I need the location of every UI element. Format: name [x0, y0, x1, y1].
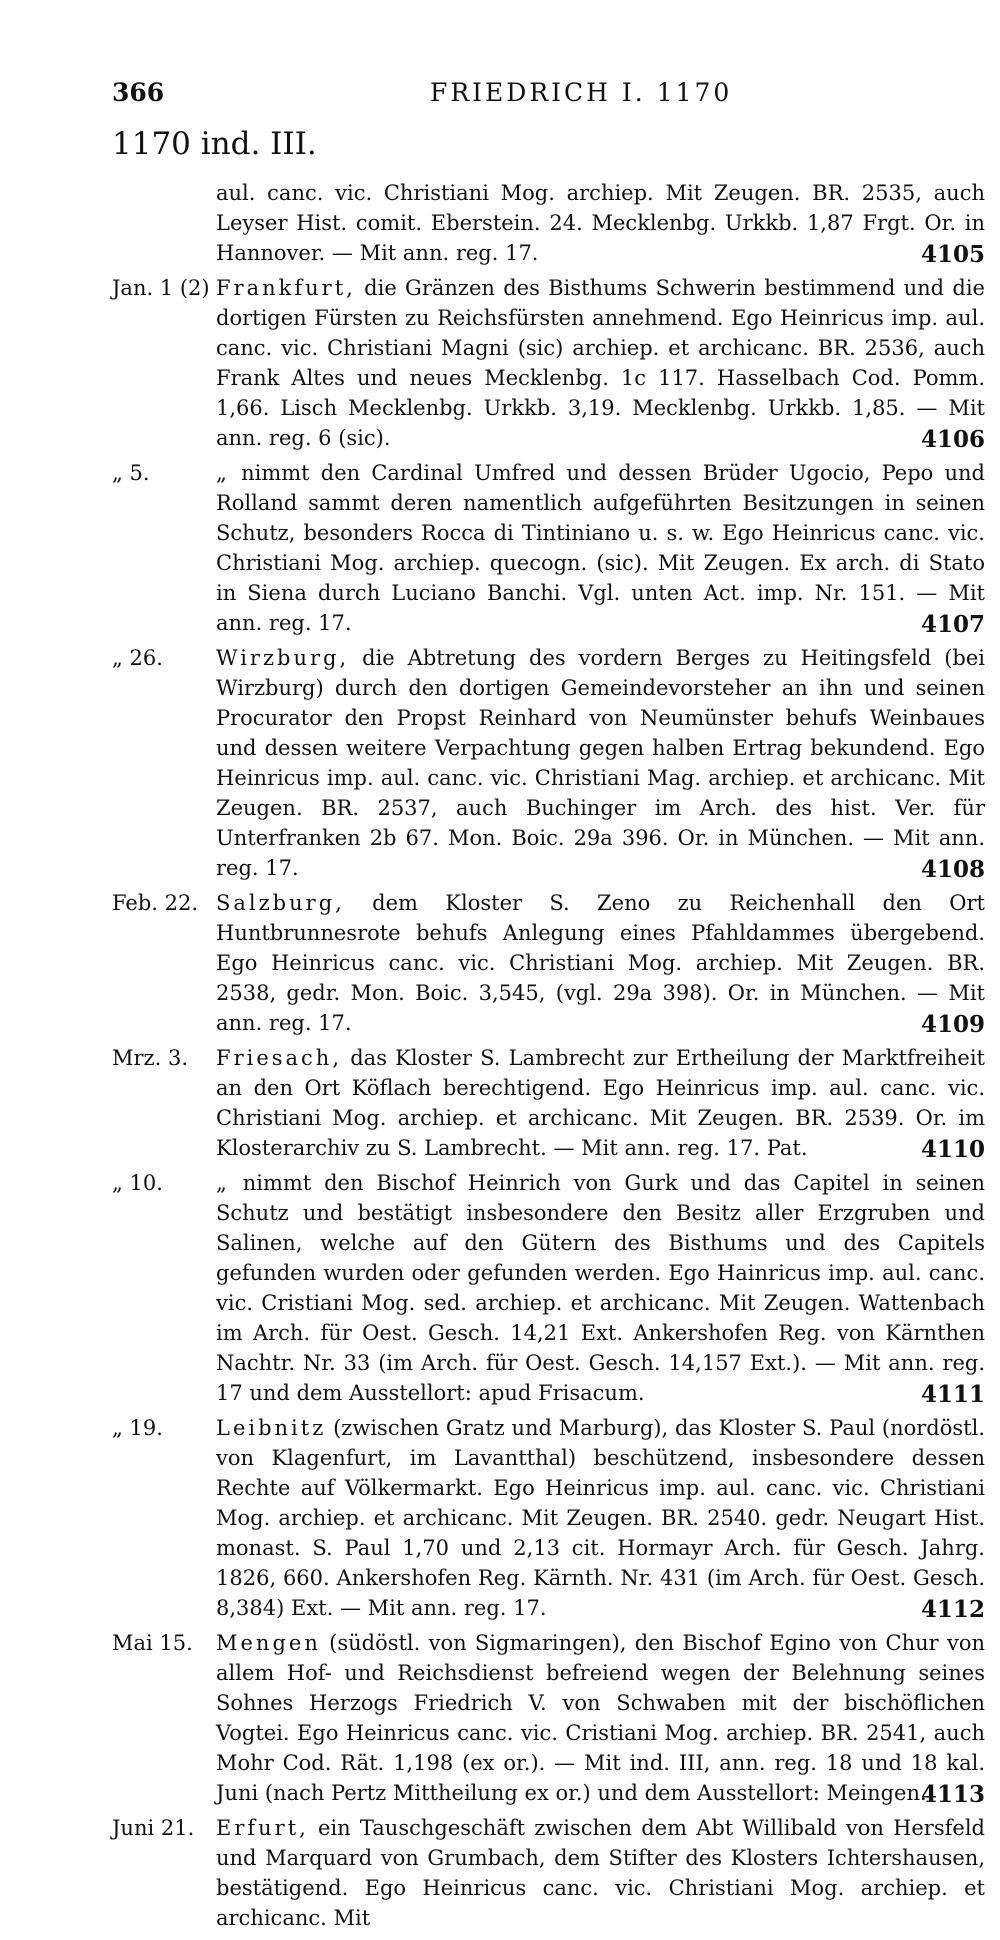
entry-text: nimmt den Cardinal Umfred und dessen Brüder Ugocio, Pepo und Rolland sammt deren namentlich aufgeführten Besitzungen in seinen Schutz, besonders Rocca di Tintiniano u. s. w. Ego Heinricus canc. vic. Christiani Mog. archiep. quecogn. (sic). Mit Zeugen. Ex arch. di Stato in Siena durch Luciano Banchi. Vgl. unten Act. imp. Nr. 151. — Mit ann. reg. 17. [216, 461, 985, 635]
regest-entry [112, 178, 985, 266]
entry-place: Erfurt, [216, 1816, 309, 1840]
entry-number: 4106 [920, 426, 985, 453]
entry-number: 4110 [920, 1136, 985, 1163]
entry-body [216, 1813, 985, 1933]
entry-text: nimmt den Bischof Heinrich von Gurk und das Capitel in seinen Schutz und bestätigt insbesondere den Besitz aller Erzgruben und Salinen, welche auf den Gütern des Bisthums und des Capitels gefunden wurden oder gefunden werden. Ego Hainricus imp. aul. canc. vic. Cristiani Mog. sed. archiep. et archicanc. Mit Zeugen. Wattenbach im Arch. für Oest. Gesch. 14,21 Ext. Ankershofen Reg. von Kärnthen Nachtr. Nr. 33 (im Arch. für Oest. Gesch. 14,157 Ext.). — Mit ann. reg. 17 und dem Ausstellort: apud Frisacum. [216, 1171, 985, 1405]
entry-place: Leibnitz [216, 1416, 327, 1440]
entry-text: (zwischen Gratz und Marburg), das Kloster S. Paul (nordöstl. von Klagenfurt, im Lavantthal) beschützend, insbesondere dessen Rechte auf Völkermarkt. Ego Heinricus imp. aul. canc. vic. Christiani Mog. archiep. et archicanc. Mit Zeugen. BR. 2540. gedr. Neugart Hist. monast. S. Paul 1,70 und 2,13 cit. Hormayr Arch. für Gesch. Jahrg. 1826, 660. Ankershofen Reg. Kärnth. Nr. 431 (im Arch. für Oest. Gesch. 8,384) Ext. — Mit ann. reg. 17. [216, 1416, 985, 1620]
entry-body [216, 1043, 985, 1161]
regest-entry [112, 888, 985, 1036]
regest-entry [112, 1168, 985, 1406]
entry-body [216, 1168, 985, 1406]
entry-body [216, 1413, 985, 1621]
entry-text: aul. canc. vic. Christiani Mog. archiep. Mit Zeugen. BR. 2535, auch Leyser Hist. comit. Eberstein. 24. Mecklenbg. Urkkb. 1,87 Frgt. Or. in Hannover. — Mit ann. reg. 17. [216, 181, 985, 265]
running-title: FRIEDRICH I. 1170 [430, 78, 733, 107]
entry-body [216, 1628, 985, 1806]
entry-body [216, 458, 985, 636]
regest-entry [112, 1813, 985, 1933]
regest-entry [112, 458, 985, 636]
regest-entry [112, 1043, 985, 1161]
regest-entry [112, 273, 985, 451]
entry-text: dem Kloster S. Zeno zu Reichenhall den Ort Huntbrunnesrote behufs Anlegung eines Pfahldammes übergebend. Ego Heinricus canc. vic. Christiani Mog. archiep. Mit Zeugen. BR. 2538, gedr. Mon. Boic. 3,545, (vgl. 29a 398). Or. in München. — Mit ann. reg. 17. [216, 891, 985, 1035]
entry-date: „ 26. [112, 646, 163, 670]
entry-body [216, 178, 985, 266]
entry-date: Mrz. 3. [112, 1046, 188, 1070]
entry-body [216, 273, 985, 451]
page-number: 366 [112, 78, 165, 107]
entry-number: 4113 [920, 1781, 985, 1808]
entry-place: Frankfurt, [216, 276, 356, 300]
entry-date: „ 19. [112, 1416, 163, 1440]
entry-place: Wirzburg, [216, 646, 350, 670]
regest-entry [112, 1413, 985, 1621]
entry-place: Salzburg, [216, 891, 345, 915]
entry-number: 4111 [920, 1381, 985, 1408]
entry-place: Mengen [216, 1631, 321, 1655]
entry-text: (südöstl. von Sigmaringen), den Bischof Egino von Chur von allem Hof- und Reichsdienst befreiend wegen der Belehnung seines Sohnes Herzogs Friedrich V. von Schwaben mit der bischöflichen Vogtei. Ego Heinricus canc. vic. Cristiani Mog. archiep. BR. 2541, auch Mohr Cod. Rät. 1,198 (ex or.). — Mit ind. III, ann. reg. 18 und 18 kal. Juni (nach Pertz Mittheilung ex or.) und dem Ausstellort: Meingen. [216, 1631, 985, 1805]
entry-number: 4105 [920, 241, 985, 268]
entry-place: „ [216, 1171, 230, 1195]
entry-text: das Kloster S. Lambrecht zur Ertheilung der Marktfreiheit an den Ort Köflach berechtigend. Ego Heinricus imp. aul. canc. vic. Christiani Mog. archiep. et archicanc. Mit Zeugen. BR. 2539. Or. im Klosterarchiv zu S. Lambrecht. — Mit ann. reg. 17. Pat. [216, 1046, 985, 1160]
entry-place: Friesach, [216, 1046, 343, 1070]
entry-place: „ [216, 461, 230, 485]
entry-date: Jan. 1 (2) [112, 276, 210, 300]
entry-text: ein Tauschgeschäft zwischen dem Abt Willibald von Hersfeld und Marquard von Grumbach, dem Stifter des Klosters Ichtershausen, bestätigend. Ego Heinricus canc. vic. Christiani Mog. archiep. et archicanc. Mit [216, 1816, 985, 1930]
entry-number: 4108 [920, 856, 985, 883]
entry-text: die Abtretung des vordern Berges zu Heitingsfeld (bei Wirzburg) durch den dortigen Gemeindevorsteher an ihn und seinen Procurator den Propst Reinhard von Neumünster behufs Weinbaues und dessen weitere Verpachtung gegen halben Ertrag bekundend. Ego Heinricus imp. aul. canc. vic. Christiani Mag. archiep. et archicanc. Mit Zeugen. BR. 2537, auch Buchinger im Arch. des hist. Ver. für Unterfranken 2b 67. Mon. Boic. 29a 396. Or. in München. — Mit ann. reg. 17. [216, 646, 985, 880]
entry-text: die Gränzen des Bisthums Schwerin bestimmend und die dortigen Fürsten zu Reichsfürsten annehmend. Ego Heinricus imp. aul. canc. vic. Christiani Magni (sic) archiep. et archicanc. BR. 2536, auch Frank Altes und neues Mecklenbg. 1c 117. Hasselbach Cod. Pomm. 1,66. Lisch Mecklenbg. Urkkb. 3,19. Mecklenbg. Urkkb. 1,85. — Mit ann. reg. 6 (sic). [216, 276, 985, 450]
regest-entry [112, 1628, 985, 1806]
running-head [112, 78, 982, 118]
entry-body [216, 888, 985, 1036]
entry-number: 4112 [920, 1596, 985, 1623]
entry-date: Feb. 22. [112, 891, 199, 915]
entry-number: 4107 [920, 611, 985, 638]
section-heading: 1170 ind. III. [112, 126, 317, 162]
regesta-list [112, 178, 985, 1940]
entry-date: „ 5. [112, 461, 150, 485]
entry-number: 4109 [920, 1011, 985, 1038]
entry-body [216, 643, 985, 881]
regest-entry [112, 643, 985, 881]
entry-date: „ 10. [112, 1171, 163, 1195]
entry-date: Juni 21. [112, 1816, 195, 1840]
entry-date: Mai 15. [112, 1631, 193, 1655]
